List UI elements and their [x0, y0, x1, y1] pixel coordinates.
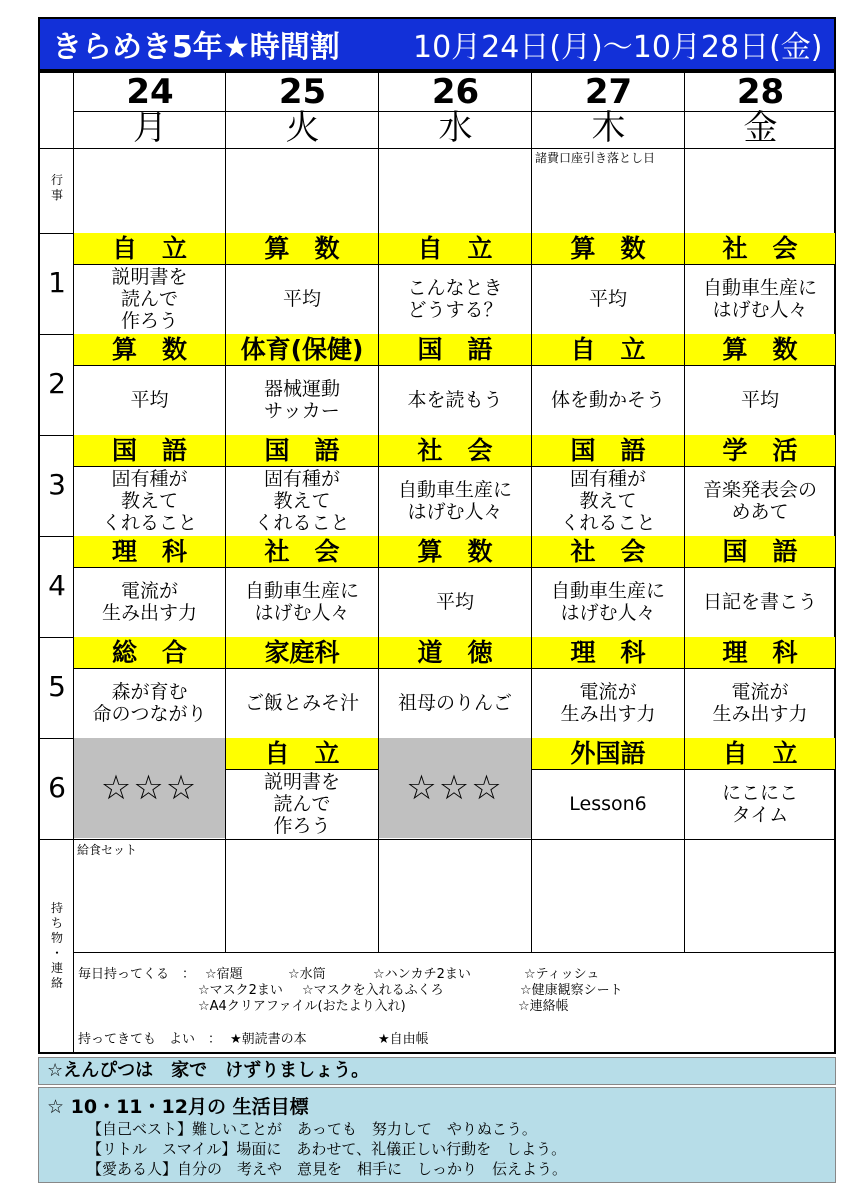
subject-label: 理 科 [685, 637, 835, 669]
lesson-topic: 自動車生産に はげむ人々 [702, 277, 817, 321]
grid-hline [74, 952, 836, 953]
life-goal-line: 【愛ある人】自分の 考えや 意見を 相手に しっかり 伝えよう。 [87, 1160, 568, 1178]
subject-label: 自 立 [74, 233, 225, 265]
lesson-topic: 電流が 生み出す力 [101, 580, 197, 624]
lesson-topic: 音楽発表会の めあて [702, 479, 817, 523]
subject-label: 理 科 [532, 637, 684, 669]
subject-label: 学 活 [685, 435, 835, 467]
subject-label: 自 立 [226, 738, 378, 770]
date-range: 10月24日(月)～10月28日(金) [413, 30, 823, 65]
lesson-topic: 自動車生産に はげむ人々 [397, 479, 512, 523]
pencil-notice: ☆えんぴつは 家で けずりましょう。 [38, 1057, 836, 1085]
lesson-topic: 平均 [740, 389, 779, 411]
subject-label: 社 会 [226, 536, 378, 568]
lesson-topic: 平均 [130, 389, 169, 411]
lesson-topic: Lesson6 [569, 793, 647, 815]
lesson-topic: 説明書を 読んで 作ろう [111, 266, 188, 332]
day-name: 火 [285, 108, 320, 148]
subject-label: 自 立 [685, 738, 835, 770]
subject-label: 国 語 [532, 435, 684, 467]
grid-hline [40, 839, 836, 840]
daily-item: ☆A4クリアファイル(おたより入れ) [198, 999, 406, 1014]
subject-label: 総 合 [74, 637, 225, 669]
lesson-topic: 森が育む 命のつながり [92, 681, 207, 725]
subject-label: 国 語 [74, 435, 225, 467]
subject-label: 家庭科 [226, 637, 378, 669]
daily-item: ☆水筒 [288, 967, 326, 982]
subject-label: 理 科 [74, 536, 225, 568]
lesson-topic: 自動車生産に はげむ人々 [550, 580, 665, 624]
day-name: 木 [591, 108, 626, 148]
belongings-label: 持 ち 物 ・ 連 絡 [50, 901, 63, 990]
title-bar [38, 17, 836, 71]
timetable-grid [38, 71, 836, 1054]
subject-label: 国 語 [226, 435, 378, 467]
page-title: きらめき5年★時間割 [52, 30, 340, 65]
period-number: 4 [48, 569, 66, 602]
daily-item: ☆マスクを入れるふくろ [302, 983, 444, 998]
day-number: 27 [584, 72, 633, 112]
optional-item: ★朝読書の本 [230, 1032, 307, 1047]
daily-item: ☆宿題 [205, 967, 243, 982]
optional-items-label: 持ってきても よい ： [78, 1032, 222, 1047]
event-note-day4: 諸費口座引き落とし日 [535, 151, 656, 165]
lesson-topic: 電流が 生み出す力 [560, 681, 656, 725]
subject-label: 自 立 [532, 334, 684, 366]
subject-label: 算 数 [226, 233, 378, 265]
day-number: 26 [431, 72, 480, 112]
subject-label: 社 会 [532, 536, 684, 568]
lesson-topic: 平均 [435, 591, 474, 613]
free-period-cell: ☆☆☆ [74, 738, 225, 838]
subject-label: 社 会 [379, 435, 531, 467]
daily-item: ☆健康観察シート [520, 983, 623, 998]
lesson-topic: こんなとき どうする？ [407, 277, 503, 321]
subject-label: 算 数 [685, 334, 835, 366]
daily-item: ☆ハンカチ2まい [373, 967, 471, 982]
day-number: 28 [736, 72, 785, 112]
subject-label: 算 数 [74, 334, 225, 366]
day-name: 金 [743, 108, 778, 148]
lesson-topic: 自動車生産に はげむ人々 [244, 580, 359, 624]
life-goals-box [38, 1087, 836, 1183]
lesson-topic: 固有種が 教えて くれること [101, 468, 197, 534]
lesson-topic: 平均 [588, 288, 627, 310]
subject-label: 国 語 [685, 536, 835, 568]
lesson-topic: 固有種が 教えて くれること [254, 468, 350, 534]
daily-item: ☆マスク2まい [198, 983, 283, 998]
life-goals-title: ☆ 10・11・12月の 生活目標 [47, 1096, 309, 1118]
lesson-topic: 説明書を 読んで 作ろう [263, 771, 340, 837]
lesson-topic: 平均 [282, 288, 321, 310]
subject-label: 算 数 [379, 536, 531, 568]
lesson-topic: 体を動かそう [550, 389, 665, 411]
daily-item: ☆連絡帳 [518, 999, 569, 1014]
subject-label: 体育(保健) [226, 334, 378, 366]
grid-hline [40, 148, 836, 149]
optional-item: ★自由帳 [378, 1032, 429, 1047]
bring-note-day1: 給食セット [77, 843, 138, 857]
life-goal-line: 【自己ベスト】難しいことが あっても 努力して やりぬこう。 [87, 1120, 537, 1138]
period-number: 6 [48, 771, 66, 804]
day-number: 24 [126, 72, 174, 112]
day-number: 25 [278, 72, 327, 112]
lesson-topic: 器械運動 サッカー [263, 378, 340, 422]
daily-items-label: 毎日持ってくる ： [78, 967, 196, 982]
day-name: 月 [133, 108, 167, 148]
subject-label: 国 語 [379, 334, 531, 366]
lesson-topic: 日記を書こう [702, 591, 817, 613]
day-name: 水 [438, 108, 473, 148]
subject-label: 自 立 [379, 233, 531, 265]
lesson-topic: 祖母のりんご [397, 692, 512, 714]
events-label: 行 事 [50, 173, 63, 202]
subject-label: 社 会 [685, 233, 835, 265]
lesson-topic: にこにこ タイム [721, 782, 798, 826]
period-number: 3 [48, 468, 66, 501]
free-period-cell: ☆☆☆ [379, 738, 531, 838]
subject-label: 外国語 [532, 738, 684, 770]
period-number: 5 [48, 670, 66, 703]
subject-label: 道 徳 [379, 637, 531, 669]
lesson-topic: 本を読もう [407, 389, 503, 411]
lesson-topic: 固有種が 教えて くれること [560, 468, 656, 534]
lesson-topic: 電流が 生み出す力 [712, 681, 808, 725]
subject-label: 算 数 [532, 233, 684, 265]
lesson-topic: ご飯とみそ汁 [244, 692, 359, 714]
life-goal-line: 【リトル スマイル】場面に あわせて、礼儀正しい行動を しよう。 [87, 1140, 567, 1158]
period-number: 1 [48, 266, 66, 299]
daily-item: ☆ティッシュ [524, 967, 600, 982]
period-number: 2 [48, 367, 66, 400]
